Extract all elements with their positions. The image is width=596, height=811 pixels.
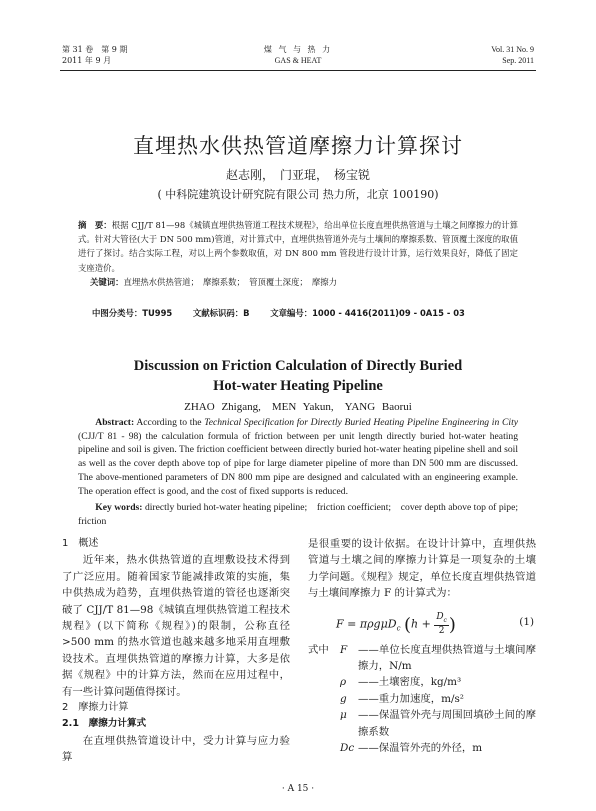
affiliation-cn: ( 中科院建筑设计研究院有限公司 热力所，北京 100190) — [157, 188, 439, 201]
header-date-cn: 2011 年 9 月 — [62, 56, 112, 65]
section-1-heading: 1 概述 — [62, 538, 99, 549]
definition-lead — [308, 674, 340, 690]
definition-lead — [308, 707, 340, 740]
clc-number: 中图分类号：TU995 — [92, 308, 173, 318]
title-cn: 直埋热水供热管道摩擦力计算探讨 — [133, 134, 463, 158]
definition-text: ——保温管外壳的外径，m — [358, 742, 483, 755]
abstract-cn-body — [78, 218, 518, 275]
body-right-column — [308, 536, 536, 756]
eq-frac-num-d: D — [436, 611, 444, 622]
body-left-column — [62, 536, 290, 766]
classification-line — [92, 307, 483, 319]
definition-symbol: μ — [340, 709, 347, 722]
abstract-en-post: (CJJ/T 81 - 98) the calculation formula of friction between per unit length directly buried hot-water heating pipeline and soil is given. The friction coefficient between directly buried hot-water heating pipeline shell and soil as well as the cover depth above top of pipe for large diameter pipeline of more than DN 500 mm are discussed. The above-mentioned parameters of DN 800 mm pipe are designed and calculated with an engineering example. The operation effect is good, and the cost of fixed supports is reduced. — [78, 430, 518, 497]
variable-definitions — [308, 642, 536, 757]
keywords-en-text: directly buried hot-water heating pipeline; friction coefficient; cover depth above top of pipe; friction — [78, 502, 528, 527]
definition-text: ——土壤密度，kg/m³ — [358, 676, 462, 689]
definition-symbol: F — [340, 643, 348, 656]
abstract-cn-label: 摘 要： — [78, 220, 112, 230]
authors-en: ZHAO Zhigang, MEN Yakun, YANG Baorui — [184, 401, 412, 413]
definition-text: ——单位长度直埋供热管道与土壤间摩擦力，N/m — [358, 643, 536, 673]
variable-definition — [308, 642, 536, 675]
header-date-en: Sep. 2011 — [502, 56, 534, 65]
abstract-en-spec-title: Technical Specification for Directly Buried Heating Pipeline Engineering in City — [204, 417, 518, 428]
eq-frac-num — [434, 612, 449, 627]
abstract-en-pre: According to the — [134, 417, 205, 428]
header-volume-en — [491, 44, 534, 66]
eq-paren-close: ) — [448, 614, 456, 636]
page-number: · A 15 · — [281, 784, 315, 794]
variable-definition — [308, 707, 536, 740]
definition-symbol: Dc — [340, 742, 355, 755]
abstract-cn — [78, 218, 518, 289]
header-rule — [60, 70, 536, 71]
header-vol-en: Vol. 31 No. 9 — [491, 45, 534, 54]
eq-frac-num-sub: c — [443, 616, 447, 624]
keywords-cn-label: 关键词： — [90, 276, 124, 287]
eq-fraction — [434, 612, 449, 637]
definition-lead: 式中 — [308, 643, 329, 656]
definition-text: ——保温管外壳与周围回填砂土间的摩擦系数 — [358, 709, 536, 738]
variable-definition — [308, 691, 536, 707]
eq-frac-den: 2 — [438, 626, 445, 637]
keywords-en-label: Key words: — [95, 502, 143, 514]
eq-paren-open: ( — [403, 614, 412, 636]
keywords-cn — [90, 275, 518, 289]
definition-symbol: ρ — [340, 676, 347, 689]
section-2-1-paragraph: 在直埋供热管道设计中，受力计算与应力验算 — [62, 734, 290, 764]
eq-sub-c: c — [396, 624, 401, 633]
abstract-en — [78, 416, 528, 529]
definition-lead — [308, 740, 340, 756]
section-2-1-heading: 2.1 摩擦力计算式 — [62, 718, 147, 730]
abstract-cn-text: 根据 CJJ/T 81—98《城镇直埋供热管道工程技术规程》，给出单位长度直埋供热管道与土壤之间摩擦力的计算式。针对大管径(大于 DN 500 mm)管道，对计算式中，直埋供热管道外壳与土壤间的摩擦系数、管顶覆土深度的取值进行了探讨。结合实际工程，对以上两个参数取值，对 DN 800 mm 管段进行设计计算，运行效果良好，降低了固定支座造价。 — [78, 220, 518, 273]
abstract-en-label: Abstract: — [95, 417, 135, 428]
equation-1-number: (1) — [519, 615, 534, 628]
keywords-cn-text: 直埋热水供热管道； 摩擦系数； 管顶覆土深度； 摩擦力 — [123, 276, 338, 287]
eq-lhs: F = πρgμD — [336, 617, 397, 631]
definition-lead — [308, 691, 340, 707]
article-number: 文章编号：1000 - 4416(2011)09 - 0A15 - 03 — [270, 308, 465, 318]
right-paragraph: 是很重要的设计依据。在设计计算中，直埋供热管道与土壤之间的摩擦力计算是一项复杂的土壤力学问题。《规程》规定，单位长度直埋供热管道与土壤间摩擦力 F 的计算式为： — [308, 538, 536, 600]
header-vol-cn: 第 31 卷 第 9 期 — [62, 45, 128, 54]
definition-symbol: g — [340, 692, 347, 705]
variable-definition — [308, 740, 536, 756]
title-en — [0, 356, 596, 396]
equation-1-formula — [336, 612, 456, 637]
section-2-heading: 2 摩擦力计算 — [62, 702, 129, 714]
title-en-line1: Discussion on Friction Calculation of Directly Buried — [133, 358, 463, 374]
title-en-line2: Hot-water Heating Pipeline — [213, 378, 383, 394]
document-code: 文献标识码：B — [192, 308, 250, 318]
abstract-en-body — [78, 416, 518, 498]
keywords-en — [78, 501, 528, 528]
equation-1 — [308, 608, 536, 638]
header-journal-cn: 煤 气 与 热 力 — [263, 45, 333, 54]
definition-text: ——重力加速度，m/s² — [358, 692, 464, 705]
header-journal-en: GAS & HEAT — [274, 56, 322, 65]
authors-cn: 赵志刚， 门亚琨， 杨宝锐 — [225, 168, 370, 182]
variable-definition — [308, 674, 536, 690]
eq-h: h + — [411, 617, 435, 631]
section-1-paragraph: 近年来，热水供热管道的直埋敷设技术得到了广泛应用。随着国家节能减排政策的实施，集中供热成为趋势，直埋供热管道的管径也逐渐突破了 CJJ/T 81—98《城镇直埋供热管道工程技术规程》(以下简称《规程》)的限制，公称直径 >500 mm 的热水管道也越来越多地采用直埋敷设技术。直埋供热管道的摩擦力计算，大多是依据《规程》中的计算方法，然而在应用过程中，有一些计算问题值得探讨。 — [62, 554, 290, 698]
